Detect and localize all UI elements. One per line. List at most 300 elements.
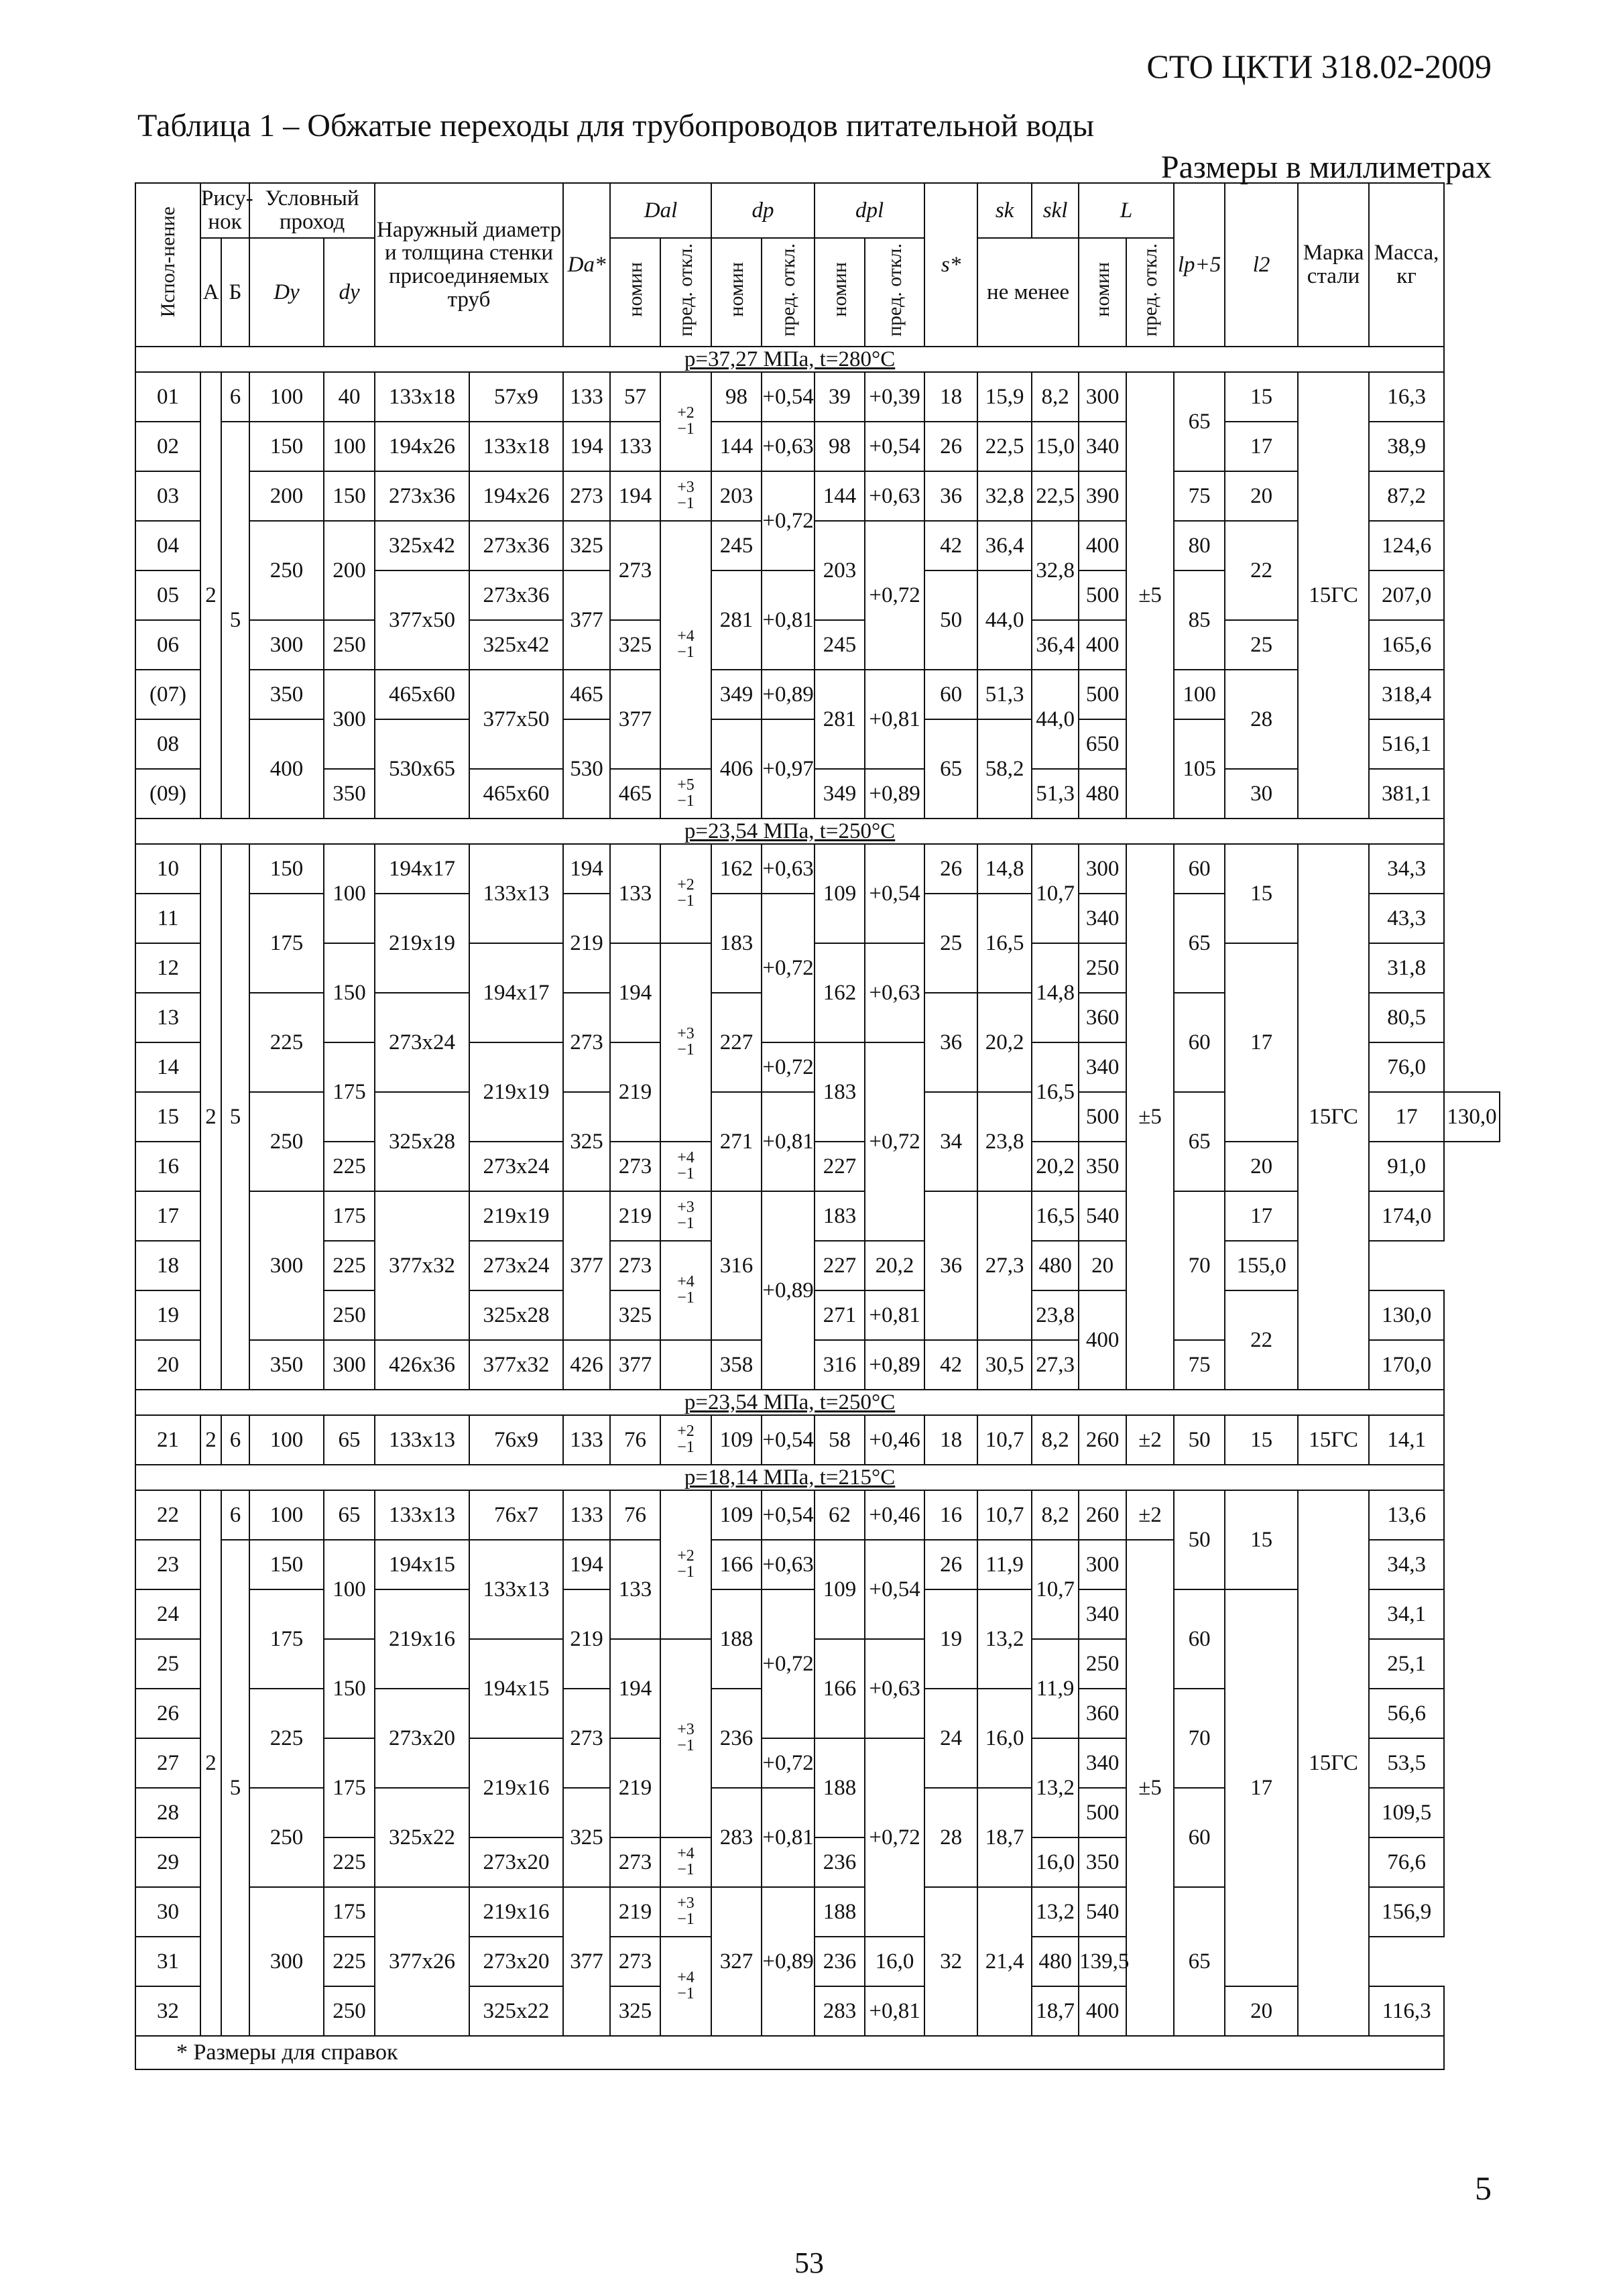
table-cell: 225	[249, 1689, 324, 1788]
table-cell: 29	[135, 1837, 200, 1887]
table-cell: +4 −1	[660, 1142, 711, 1191]
table-cell: 194	[563, 844, 610, 894]
table-row	[135, 521, 1500, 570]
table-cell: 318,4	[1369, 670, 1444, 719]
table-cell: 36,4	[977, 521, 1032, 570]
table-cell: 283	[815, 1986, 865, 2036]
table-cell: 349	[711, 670, 762, 719]
table-cell: 194	[610, 1639, 660, 1738]
table-cell: +2 −1	[660, 844, 711, 943]
table-cell: 23	[135, 1540, 200, 1589]
table-cell: 155,0	[1225, 1241, 1298, 1290]
table-cell: 56,6	[1369, 1689, 1444, 1738]
table-cell: 15,9	[977, 372, 1032, 422]
table-cell: 5	[221, 1540, 249, 2036]
table-cell: 34	[924, 1092, 977, 1191]
table-cell: 250	[324, 1290, 375, 1340]
document-page-number: 53	[794, 2246, 824, 2279]
table-cell: 70	[1174, 1689, 1225, 1788]
table-cell: 65	[1174, 894, 1225, 993]
table-cell: 133x18	[469, 422, 563, 471]
table-cell: 91,0	[1369, 1142, 1444, 1191]
col-marka-stali: Марка стали	[1298, 183, 1369, 347]
table-cell: +0,46	[865, 1490, 924, 1540]
table-cell: 325x22	[469, 1986, 563, 2036]
table-cell: 75	[1174, 1340, 1225, 1390]
table-cell: 25	[924, 894, 977, 993]
table-cell: 17	[1225, 1589, 1298, 1986]
section-header: p=37,27 МПа, t=280°С	[135, 347, 1444, 372]
table-cell: 16	[924, 1490, 977, 1540]
table-cell: 203	[815, 521, 865, 620]
table-cell: 227	[815, 1142, 865, 1191]
table-cell: 377x50	[469, 670, 563, 769]
table-cell	[135, 819, 1500, 844]
table-cell: 20,2	[1032, 1142, 1079, 1191]
col-l2: l2	[1225, 183, 1298, 347]
table-row	[135, 1191, 1500, 1241]
table-cell: 500	[1079, 670, 1126, 719]
table-cell: 15ГС	[1298, 844, 1369, 1390]
table-cell: 194x15	[375, 1540, 469, 1589]
table-cell: 109	[815, 844, 865, 943]
table-cell: 30	[1225, 769, 1298, 819]
table-cell: 31	[135, 1937, 200, 1986]
table-cell: 250	[1079, 1639, 1126, 1689]
table-cell: 183	[815, 1042, 865, 1142]
table-cell: 12	[135, 943, 200, 993]
table-cell: 10,7	[1032, 1540, 1079, 1639]
table-cell: 465x60	[375, 670, 469, 719]
table-cell: 219x16	[469, 1738, 563, 1837]
table-cell: 188	[711, 1589, 762, 1689]
table-cell: 109	[711, 1415, 762, 1465]
table-cell: 281	[815, 670, 865, 769]
table-cell: 133	[563, 1415, 610, 1465]
table-cell: 01	[135, 372, 200, 422]
table-cell: 273	[610, 1241, 660, 1290]
table-cell: 480	[1032, 1241, 1079, 1290]
table-cell: 426	[563, 1340, 610, 1390]
table-cell: 300	[324, 1340, 375, 1390]
col-dp: dp	[711, 183, 815, 238]
table-cell: 16,5	[1032, 1042, 1079, 1142]
table-cell: 20,2	[865, 1241, 924, 1290]
table-cell: 124,6	[1369, 521, 1444, 570]
table-cell: (07)	[135, 670, 200, 719]
table-cell: 10,7	[977, 1415, 1032, 1465]
table-cell: 245	[815, 620, 865, 670]
table-cell: +4 −1	[660, 1241, 711, 1340]
table-cell: 325	[610, 620, 660, 670]
table-cell: 219x19	[469, 1042, 563, 1142]
table-cell: 25	[135, 1639, 200, 1689]
table-cell: 98	[711, 372, 762, 422]
table-cell: 13,2	[1032, 1887, 1079, 1937]
table-cell: 02	[135, 422, 200, 471]
table-cell: 271	[815, 1290, 865, 1340]
table-cell: 11,9	[1032, 1639, 1079, 1738]
table-cell: 175	[249, 894, 324, 993]
table-cell: 65	[1174, 1887, 1225, 2036]
table-cell: 377x26	[375, 1887, 469, 2036]
table-cell: 400	[1079, 1986, 1126, 2036]
table-cell: 22	[135, 1490, 200, 1540]
table-cell: 16,5	[1032, 1191, 1079, 1241]
table-cell: 377x32	[469, 1340, 563, 1390]
table-cell	[660, 1340, 711, 1390]
table-cell: 400	[1079, 1290, 1126, 1390]
table-cell: +0,72	[762, 471, 815, 570]
table-cell: 30,5	[977, 1340, 1032, 1390]
table-cell: 340	[1079, 1738, 1126, 1788]
table-cell: 2	[200, 844, 221, 1390]
table-cell: ±5	[1126, 372, 1174, 819]
table-cell: 133	[610, 1540, 660, 1639]
table-cell: 273x36	[469, 570, 563, 620]
table-cell: 300	[324, 670, 375, 769]
table-cell: 32,8	[977, 471, 1032, 521]
table-cell: +0,54	[762, 1490, 815, 1540]
table-cell: 25,1	[1369, 1639, 1444, 1689]
col-dpl-pred: пред. откл.	[865, 238, 924, 347]
table-cell: 133x13	[375, 1415, 469, 1465]
table-cell: 225	[324, 1837, 375, 1887]
table-cell: 100	[249, 1415, 324, 1465]
table-cell: 109,5	[1369, 1788, 1444, 1837]
table-cell: +3 −1	[660, 1639, 711, 1837]
table-cell: 465	[563, 670, 610, 719]
table-cell: 194x17	[375, 844, 469, 894]
table-cell: 325	[563, 1092, 610, 1191]
table-cell: 04	[135, 521, 200, 570]
table-cell: 273	[610, 1937, 660, 1986]
table-cell: 133	[563, 372, 610, 422]
table-cell: 60	[1174, 1788, 1225, 1887]
table-cell: 175	[324, 1887, 375, 1937]
table-cell: 15ГС	[1298, 1415, 1369, 1465]
table-cell: 36	[924, 1191, 977, 1340]
table-cell: 98	[815, 422, 865, 471]
table-cell: 15	[1225, 372, 1298, 422]
table-cell: 27,3	[977, 1191, 1032, 1340]
table-cell: 530	[563, 719, 610, 819]
table-caption: Таблица 1 – Обжатые переходы для трубопроводов питательной воды	[137, 108, 1095, 143]
table-cell: 377	[610, 670, 660, 769]
table-cell: 225	[249, 993, 324, 1092]
table-cell: 75	[1174, 471, 1225, 521]
table-cell: 188	[815, 1887, 865, 1937]
table-cell: 87,2	[1369, 471, 1444, 521]
table-cell: 14,8	[977, 844, 1032, 894]
col-Dal-nomin: номин	[610, 238, 660, 347]
table-cell: 260	[1079, 1415, 1126, 1465]
table-cell: 50	[1174, 1490, 1225, 1589]
table-cell: 80	[1174, 521, 1225, 570]
col-L: L	[1079, 183, 1174, 238]
document-code: СТО ЦКТИ 318.02-2009	[1146, 48, 1492, 85]
table-cell: +3 −1	[660, 1191, 711, 1241]
table-cell: 175	[324, 1042, 375, 1142]
table-cell: 15,0	[1032, 422, 1079, 471]
table-cell: 316	[815, 1340, 865, 1390]
table-row	[135, 1290, 1500, 1340]
table-cell: 100	[324, 422, 375, 471]
table-cell: 175	[324, 1738, 375, 1837]
table-cell: 465x60	[469, 769, 563, 819]
table-cell: 219	[610, 1738, 660, 1837]
table-row	[135, 1142, 1500, 1191]
table-cell: 5	[221, 422, 249, 819]
table-cell: 250	[249, 1788, 324, 1887]
table-cell: 273x24	[469, 1241, 563, 1290]
table-cell: 194	[563, 422, 610, 471]
table-cell: 327	[711, 1887, 762, 2036]
table-cell: 32,8	[1032, 521, 1079, 620]
table-cell: 350	[324, 769, 375, 819]
table-cell: 24	[924, 1689, 977, 1788]
table-cell: 17	[1225, 1191, 1298, 1241]
table-cell: 540	[1079, 1191, 1126, 1241]
table-cell: 14,8	[1032, 943, 1079, 1042]
table-cell: 271	[711, 1092, 762, 1191]
table-cell: 203	[711, 471, 762, 521]
table-cell: +0,46	[865, 1415, 924, 1465]
table-cell: 273x36	[469, 521, 563, 570]
reducers-table	[135, 182, 1500, 2070]
table-cell: 15	[1225, 844, 1298, 943]
table-cell: 16,3	[1369, 372, 1444, 422]
table-cell: 300	[249, 1887, 324, 2036]
table-cell: +4 −1	[660, 521, 711, 769]
table-cell: 350	[1079, 1837, 1126, 1887]
table-cell: 273	[563, 471, 610, 521]
table-cell: 500	[1079, 1092, 1126, 1142]
table-cell: 27	[135, 1738, 200, 1788]
table-cell: 250	[249, 1092, 324, 1191]
table-cell: 6	[221, 1415, 249, 1465]
table-cell: 60	[1174, 844, 1225, 894]
table-cell: 76	[610, 1490, 660, 1540]
section-header: p=23,54 МПа, t=250°С	[135, 819, 1444, 844]
table-cell: 13,6	[1369, 1490, 1444, 1540]
table-cell: 300	[1079, 372, 1126, 422]
table-cell: +0,97	[762, 719, 815, 819]
table-cell: +2 −1	[660, 1490, 711, 1639]
col-lp: lp+5	[1174, 183, 1225, 347]
table-cell: 15	[1225, 1415, 1298, 1465]
table-cell: +0,89	[762, 1887, 815, 2036]
col-skl: skl	[1032, 183, 1079, 238]
table-cell: +4 −1	[660, 1837, 711, 1887]
table-cell: 273x20	[469, 1837, 563, 1887]
table-cell: 350	[1079, 1142, 1126, 1191]
table-cell: 5	[221, 844, 249, 1390]
table-row	[135, 1986, 1500, 2036]
table-cell: (09)	[135, 769, 200, 819]
table-cell: 16,0	[865, 1937, 924, 1986]
table-cell: 480	[1079, 769, 1126, 819]
table-cell: 15	[1225, 1490, 1298, 1589]
table-cell: 11,9	[977, 1540, 1032, 1589]
table-cell: 350	[249, 1340, 324, 1390]
table-cell: 166	[711, 1540, 762, 1589]
table-cell: 100	[249, 372, 324, 422]
table-row	[135, 1241, 1500, 1290]
table-cell: 194x26	[469, 471, 563, 521]
table-cell: 183	[711, 894, 762, 993]
table-row	[135, 670, 1500, 719]
table-row	[135, 1490, 1500, 1540]
table-cell: 530x65	[375, 719, 469, 819]
table-cell: 31,8	[1369, 943, 1444, 993]
table-cell: 13,2	[1032, 1738, 1079, 1837]
table-cell: 227	[815, 1241, 865, 1290]
table-cell: 133	[610, 844, 660, 943]
table-cell: +0,63	[865, 943, 924, 1042]
table-cell: +0,72	[865, 1042, 924, 1241]
table-cell: 406	[711, 719, 762, 819]
table-cell: 18,7	[1032, 1986, 1079, 2036]
table-cell: 28	[135, 1788, 200, 1837]
table-cell: 105	[1174, 719, 1225, 819]
table-cell: 28	[924, 1788, 977, 1887]
table-cell: +0,81	[865, 1986, 924, 2036]
table-cell: 360	[1079, 1689, 1126, 1738]
table-cell: 13,2	[977, 1589, 1032, 1689]
table-cell: 183	[815, 1191, 865, 1241]
table-cell: 53,5	[1369, 1738, 1444, 1788]
col-Dal-pred: пред. откл.	[660, 238, 711, 347]
table-cell: 194x26	[375, 422, 469, 471]
table-cell: 19	[135, 1290, 200, 1340]
table-cell: 340	[1079, 422, 1126, 471]
table-cell: 133x13	[469, 1540, 563, 1639]
table-row	[135, 422, 1500, 471]
table-cell: 219x19	[375, 894, 469, 993]
table-cell: 50	[1174, 1415, 1225, 1465]
table-cell: 76,0	[1369, 1042, 1444, 1092]
table-cell: 273x24	[375, 993, 469, 1092]
col-naruzhny-diametr: Наружный диаметр и толщина стенки присоединяемых труб	[375, 183, 563, 347]
table-cell: +0,63	[762, 1540, 815, 1589]
table-cell: +0,54	[762, 372, 815, 422]
col-dy: dy	[324, 238, 375, 347]
table-cell: 273	[563, 993, 610, 1092]
table-cell: 133	[563, 1490, 610, 1540]
table-cell: 65	[924, 719, 977, 819]
table-cell: 219	[563, 1589, 610, 1689]
table-cell: 219x19	[469, 1191, 563, 1241]
table-cell: 60	[1174, 993, 1225, 1092]
table-cell: 24	[135, 1589, 200, 1639]
table-cell: +2 −1	[660, 372, 711, 471]
table-cell: 349	[815, 769, 865, 819]
table-cell: 32	[924, 1887, 977, 2036]
table-cell: 27,3	[1032, 1340, 1079, 1390]
table-cell: 100	[324, 844, 375, 943]
table-cell: 377x32	[375, 1191, 469, 1340]
table-cell: 188	[815, 1738, 865, 1837]
table-cell: 390	[1079, 471, 1126, 521]
table-cell: 273	[610, 521, 660, 620]
table-cell: 06	[135, 620, 200, 670]
table-cell: 340	[1079, 894, 1126, 943]
col-Dal: Dal	[610, 183, 711, 238]
table-cell: 60	[1174, 1589, 1225, 1689]
table-cell: 16,0	[977, 1689, 1032, 1788]
table-cell: 18	[924, 372, 977, 422]
table-cell: +0,81	[865, 1290, 924, 1340]
table-cell: 58	[815, 1415, 865, 1465]
table-cell: 10,7	[977, 1490, 1032, 1540]
table-cell: +0,72	[762, 894, 815, 1042]
table-cell: 150	[249, 844, 324, 894]
table-cell: 245	[711, 521, 762, 570]
table-cell: 18,7	[977, 1788, 1032, 1887]
table-cell: 133x18	[375, 372, 469, 422]
table-cell: 377	[563, 570, 610, 670]
table-cell: 377	[610, 1340, 660, 1390]
table-cell: +0,89	[762, 670, 815, 719]
col-massa: Масса, кг	[1369, 183, 1444, 347]
table-cell: 76,6	[1369, 1837, 1444, 1887]
table-cell: 76x7	[469, 1490, 563, 1540]
table-cell: +2 −1	[660, 1415, 711, 1465]
table-cell: 100	[1174, 670, 1225, 719]
table-cell: 65	[1174, 1092, 1225, 1191]
table-cell: 325x28	[375, 1092, 469, 1191]
col-L-pred: пред. откл.	[1126, 238, 1174, 347]
table-row	[135, 943, 1500, 993]
table-cell: 227	[711, 993, 762, 1092]
table-cell: 43,3	[1369, 894, 1444, 943]
table-cell	[135, 1390, 1500, 1415]
col-a: А	[200, 238, 221, 347]
table-cell: 273x20	[469, 1937, 563, 1986]
table-cell: 219	[610, 1191, 660, 1241]
table-cell: +0,54	[762, 1415, 815, 1465]
table-cell: 273	[563, 1689, 610, 1788]
section-header: p=18,14 МПа, t=215°С	[135, 1465, 1444, 1490]
table-cell: 260	[1079, 1490, 1126, 1540]
table-cell: 15	[135, 1092, 200, 1142]
table-cell: 16,0	[1032, 1837, 1079, 1887]
table-cell: 17	[1225, 943, 1298, 1142]
table-cell: 10,7	[1032, 844, 1079, 943]
table-cell: 250	[249, 521, 324, 620]
table-cell: 03	[135, 471, 200, 521]
table-cell: 281	[711, 570, 762, 670]
table-cell: 225	[324, 1241, 375, 1290]
table-cell: 44,0	[977, 570, 1032, 670]
table-cell: 175	[249, 1589, 324, 1689]
col-dp-nomin: номин	[711, 238, 762, 347]
table-cell: 194x17	[469, 943, 563, 1042]
table-cell: +0,89	[762, 1191, 815, 1390]
table-cell: 26	[135, 1689, 200, 1738]
table-cell: 165,6	[1369, 620, 1444, 670]
table-cell: 358	[711, 1340, 762, 1390]
table-cell: 34,3	[1369, 844, 1444, 894]
table-cell: 26	[924, 844, 977, 894]
table-cell: 42	[924, 521, 977, 570]
table-cell: 300	[1079, 1540, 1126, 1589]
table-cell: 65	[324, 1490, 375, 1540]
table-cell: 150	[324, 1639, 375, 1738]
table-cell: 15ГС	[1298, 1490, 1369, 2036]
table-cell: 62	[815, 1490, 865, 1540]
